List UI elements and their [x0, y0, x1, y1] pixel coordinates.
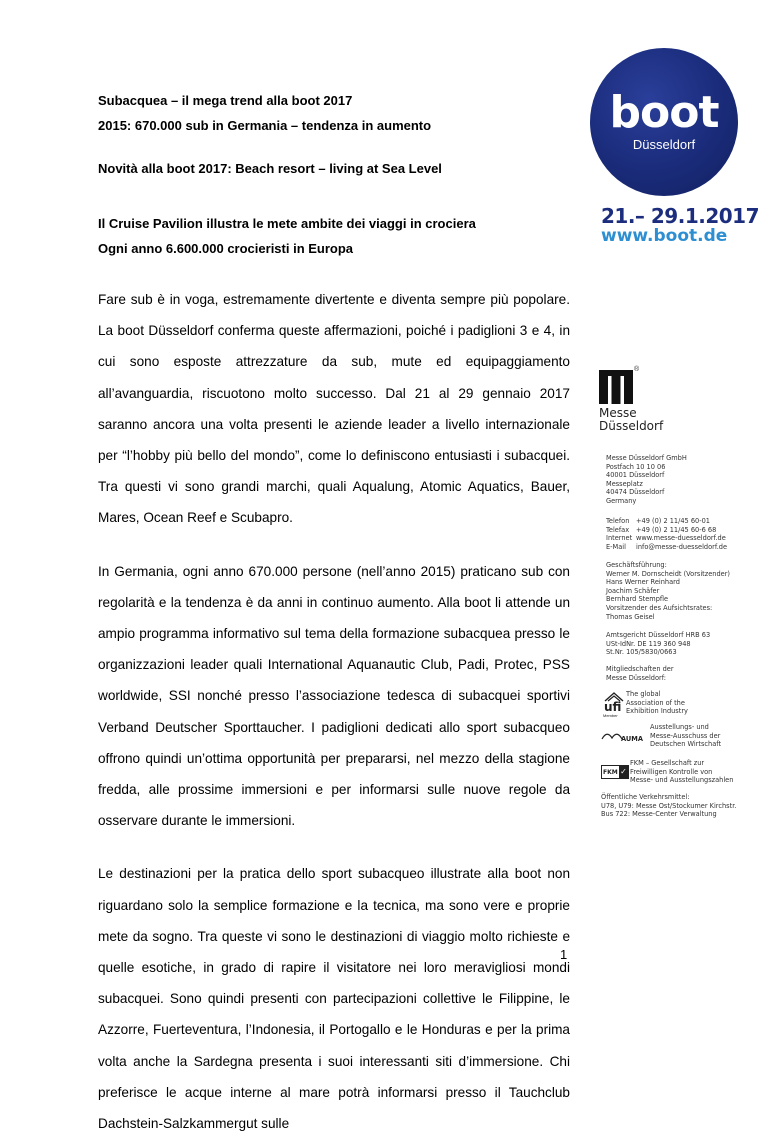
headline-cruise-pavilion: Il Cruise Pavilion illustra le mete ambite dei viaggi in crociera — [98, 216, 476, 231]
boot-logo-city: Düsseldorf — [632, 136, 696, 152]
registry-line: St.Nr. 105/5830/0663 — [606, 648, 677, 657]
headline-cruise-count: Ogni anno 6.600.000 crocieristi in Europa — [98, 241, 354, 256]
transport-line: Bus 722: Messe-Center Verwaltung — [601, 810, 717, 819]
messe-management — [606, 561, 766, 621]
boot-logo — [590, 48, 738, 196]
contact-label: Internet — [606, 534, 633, 543]
address-line: Messeplatz — [606, 479, 643, 488]
ufi-logo-text: ufi — [604, 700, 622, 714]
ufi-line: Association of the — [626, 698, 685, 707]
fkm-logo-icon — [601, 765, 629, 779]
transport-line: U78, U79: Messe Ost/Stockumer Kirchstr. — [601, 801, 737, 810]
memberships-title — [606, 665, 766, 682]
auma-logo-text: AUMA — [621, 735, 643, 743]
address-line: Postfach 10 10 06 — [606, 462, 666, 471]
messe-address — [606, 454, 766, 506]
address-line: 40474 Düsseldorf — [606, 488, 665, 497]
registered-mark: ® — [634, 366, 640, 373]
event-website: www.boot.de — [601, 226, 728, 246]
contact-value: www.messe-duesseldorf.de — [636, 534, 726, 543]
auma-line: Messe-Ausschuss der — [650, 731, 721, 740]
fkm-line: FKM – Gesellschaft zur — [630, 759, 705, 767]
registry-line: Amtsgericht Düsseldorf HRB 63 — [606, 631, 711, 639]
fkm-line: Messe- und Ausstellungszahlen — [630, 776, 734, 785]
contact-value: info@messe-duesseldorf.de — [636, 542, 728, 551]
contact-value: +49 (0) 2 11/45 60-6 68 — [636, 525, 717, 534]
management-line: Vorsitzender des Aufsichtsrates: — [606, 603, 713, 612]
public-transport — [601, 793, 761, 819]
transport-line: Öffentliche Verkehrsmittel: — [601, 793, 690, 801]
headline-subtitle: 2015: 670.000 sub in Germania – tendenza in aumento — [98, 118, 432, 133]
ufi-logo-icon — [602, 691, 626, 718]
auma-line: Deutschen Wirtschaft — [650, 740, 722, 749]
auma-description — [650, 723, 721, 749]
contact-label: Telefon — [606, 517, 630, 525]
fkm-description — [630, 759, 733, 785]
ufi-logo-sub: Member — [603, 713, 618, 718]
address-line: Germany — [606, 496, 637, 505]
ufi-description — [626, 690, 688, 716]
management-line: Werner M. Dornscheidt (Vorsitzender) — [606, 569, 730, 578]
management-line: Thomas Geisel — [606, 612, 655, 621]
management-line: Geschäftsführung: — [606, 561, 667, 569]
registry-line: USt-IdNr. DE 119 360 948 — [606, 639, 691, 648]
management-line: Bernhard Stempfle — [606, 595, 669, 604]
paragraph-1: Fare sub è in voga, estremamente divertente e diventa sempre più popolare. La boot Düsseldorf conferma queste affermazioni, poiché i padiglioni 3 e 4, in cui sono esposte attrezzature da sub, mute ed equipaggiamento all’avanguardia, riscuotono molto successo. Dal 21 al 29 gennaio 2017 saranno ancora una volta presenti le aziende leader a livello internazionale per “l’hobby più bello del mondo”, come lo definiscono entusiasti i subacquei. Tra questi vi sono grandi marchi, quali Aqualung, Atomic Aquatics, Bauer, Mares, Ocean Reef e Scubapro. — [98, 292, 570, 526]
paragraph-3: Le destinazioni per la pratica dello sport subacqueo illustrate alla boot non riguardano solo la semplice formazione e la tecnica, ma sono vere e proprie mete da sogno. Tra queste vi sono le destinazioni di viaggio molto richieste e quelle esotiche, in grado di rapire il visitatore nei loro meravigliosi mondi subacquei. Sono quindi presenti con partecipazioni collettive le Filippine, le Azzorre, Fuerteventura, l’Indonesia, il Portogallo e le Honduras e per la prima volta anche la Sardegna presenta i suoi interessanti siti d’immersione. Chi preferisce le acque interne al mare potrà informarsi presso il Tauchclub Dachstein-Salzkammergut sulle — [98, 866, 570, 1132]
headline-novelty: Novità alla boot 2017: Beach resort – living at Sea Level — [98, 161, 442, 176]
memberships-title-line: Messe Düsseldorf: — [606, 673, 667, 682]
messe-name — [599, 407, 663, 433]
ufi-line: The global — [626, 690, 661, 698]
checkmark-icon: ✓ — [620, 767, 627, 776]
fkm-logo-text: FKM — [603, 768, 618, 776]
page-number: 1 — [560, 947, 568, 962]
event-dates: 21.– 29.1.2017 — [601, 204, 759, 228]
messe-name-line2: Düsseldorf — [599, 419, 664, 433]
messe-duesseldorf-logo-icon — [599, 370, 643, 404]
messe-registry — [606, 631, 766, 657]
management-line: Hans Werner Reinhard — [606, 578, 680, 587]
auma-line: Ausstellungs- und — [650, 723, 709, 731]
paragraph-2: In Germania, ogni anno 670.000 persone (nell’anno 2015) praticano sub con regolarità e la tendenza è da anni in continuo aumento. Alla boot li attende un ampio programma informativo sul tema della formazione subacquea presso le organizzazioni leader quali International Aquanautic Club, Padi, Protec, PSS worldwide, SSI nonché presso l’associazione tedesca di subacquei sportivi Verband Deutscher Sporttaucher. I padiglioni dedicati allo sport subacqueo offrono quindi un’ottima opportunità per prepararsi, nel mezzo della stagione fredda, alle prossime immersioni e per informarsi sulle nuove regole da osservare durante le immersioni. — [98, 563, 570, 829]
contact-label: E-Mail — [606, 542, 626, 551]
address-line: 40001 Düsseldorf — [606, 471, 665, 480]
auma-logo-icon — [601, 729, 643, 747]
ufi-line: Exhibition Industry — [626, 707, 688, 716]
address-line: Messe Düsseldorf GmbH — [606, 454, 687, 462]
memberships-title-line: Mitgliedschaften der — [606, 665, 674, 673]
headline-title: Subacquea – il mega trend alla boot 2017 — [98, 93, 353, 108]
boot-logo-word: boot — [609, 86, 719, 138]
contact-value: +49 (0) 2 11/45 60-01 — [636, 517, 710, 525]
messe-name-line1: Messe — [599, 406, 637, 420]
press-release-body — [98, 88, 570, 1139]
fkm-line: Freiwilligen Kontrolle von — [630, 767, 713, 776]
contact-label: Telefax — [606, 525, 630, 534]
messe-contacts — [606, 517, 766, 551]
management-line: Joachim Schäfer — [606, 586, 660, 595]
